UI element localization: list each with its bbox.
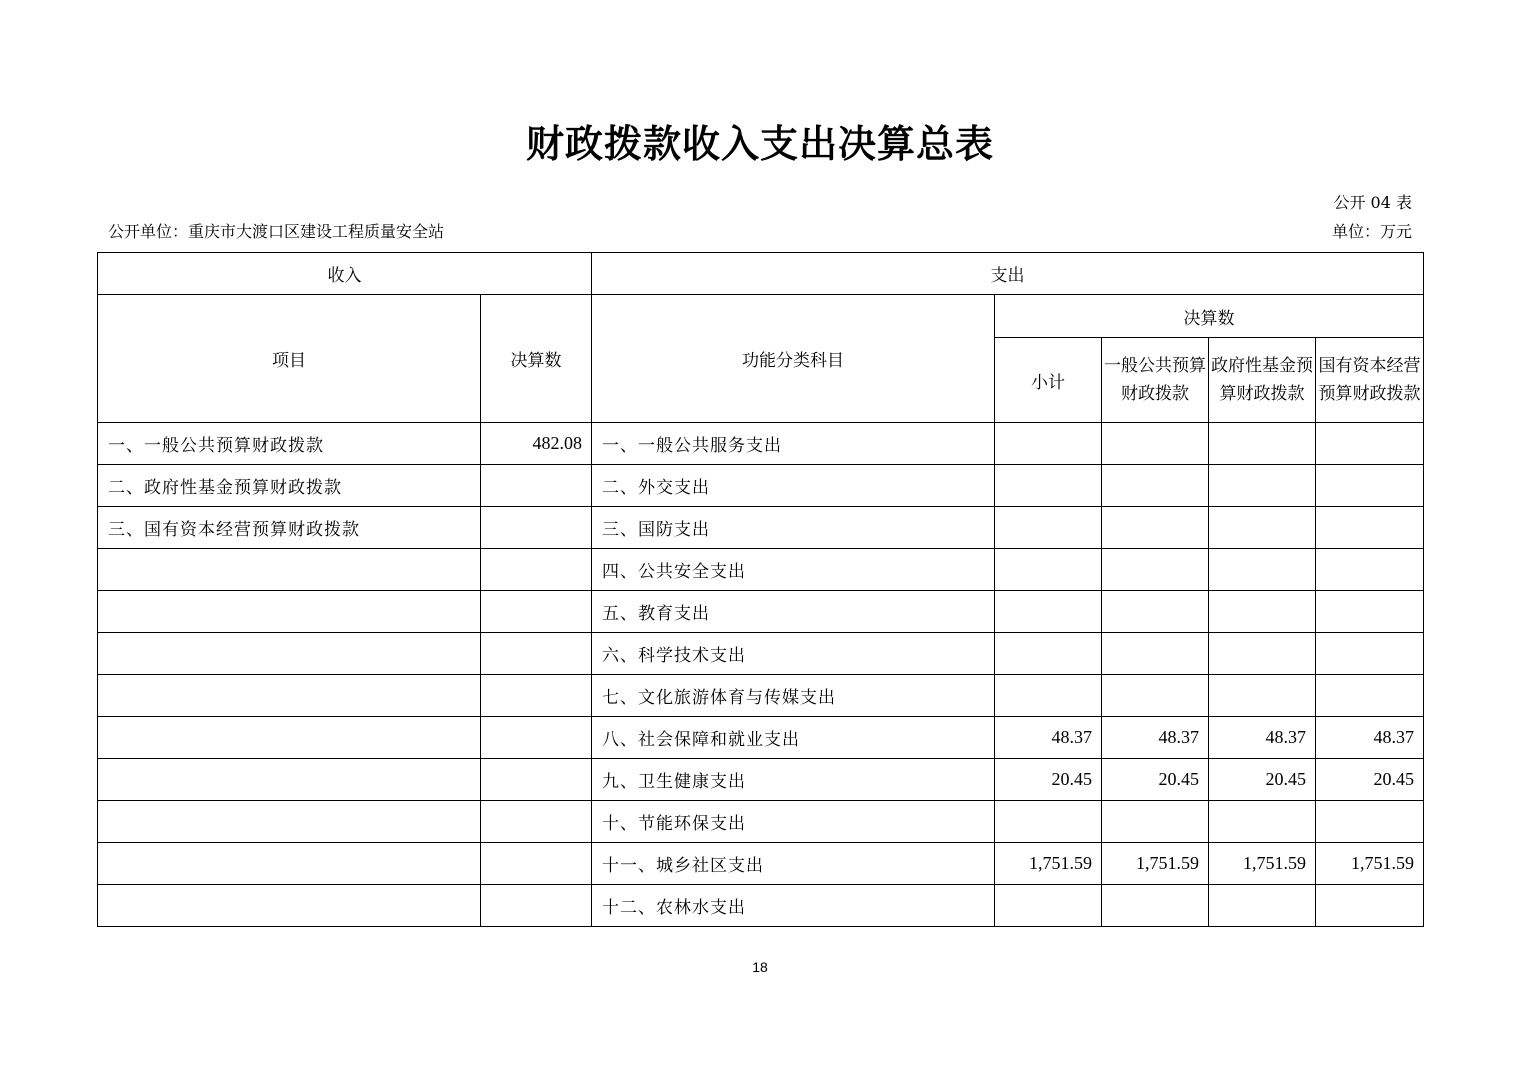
subtotal-cell (995, 423, 1102, 465)
general-budget-cell (1102, 885, 1209, 927)
settlement-header: 决算数 (995, 295, 1424, 338)
page-title: 财政拨款收入支出决算总表 (525, 122, 994, 166)
income-item-cell (98, 717, 481, 759)
income-amount-cell (481, 465, 592, 507)
general-budget-cell: 1,751.59 (1102, 843, 1209, 885)
expense-item-cell: 三、国防支出 (592, 507, 995, 549)
table-row (98, 717, 1424, 759)
expense-item-cell: 十一、城乡社区支出 (592, 843, 995, 885)
general-budget-cell (1102, 507, 1209, 549)
table-row (98, 423, 1424, 465)
table-row (98, 759, 1424, 801)
reporting-unit: 公开单位：重庆市大渡口区建设工程质量安全站 (108, 222, 445, 241)
subtotal-cell (995, 885, 1102, 927)
gov-fund-cell (1209, 633, 1316, 675)
subtotal-cell: 1,751.59 (995, 843, 1102, 885)
general-budget-cell (1102, 423, 1209, 465)
gov-fund-cell: 1,751.59 (1209, 843, 1316, 885)
subtotal-cell (995, 507, 1102, 549)
subtotal-cell (995, 591, 1102, 633)
table-row (98, 843, 1424, 885)
income-item-cell (98, 591, 481, 633)
function-subject-header: 功能分类科目 (592, 295, 995, 423)
item-header: 项目 (98, 295, 481, 423)
table-row (98, 507, 1424, 549)
gov-fund-cell (1209, 507, 1316, 549)
table-row (98, 633, 1424, 675)
state-capital-cell (1316, 801, 1424, 843)
income-amount-cell (481, 675, 592, 717)
gov-fund-cell (1209, 675, 1316, 717)
table-row (98, 885, 1424, 927)
income-amount-cell (481, 549, 592, 591)
currency-unit: 单位：万元 (1331, 222, 1412, 241)
income-item-cell (98, 843, 481, 885)
state-capital-cell (1316, 633, 1424, 675)
income-amount-header: 决算数 (481, 295, 592, 423)
income-amount-cell (481, 843, 592, 885)
table-row (98, 591, 1424, 633)
expense-item-cell: 七、文化旅游体育与传媒支出 (592, 675, 995, 717)
gov-fund-cell (1209, 423, 1316, 465)
general-budget-header: 一般公共预算财政拨款 (1102, 338, 1209, 423)
income-item-cell: 一、一般公共预算财政拨款 (98, 423, 481, 465)
income-amount-cell (481, 717, 592, 759)
expense-item-cell: 十、节能环保支出 (592, 801, 995, 843)
table-row (98, 465, 1424, 507)
budget-table (97, 252, 1424, 927)
table-row (98, 675, 1424, 717)
general-budget-cell (1102, 633, 1209, 675)
income-header: 收入 (98, 253, 592, 295)
form-number: 公开 04 表 (1333, 193, 1412, 212)
income-item-cell (98, 549, 481, 591)
expense-header: 支出 (592, 253, 1424, 295)
gov-fund-cell (1209, 591, 1316, 633)
income-item-cell (98, 801, 481, 843)
gov-fund-cell: 20.45 (1209, 759, 1316, 801)
income-item-cell (98, 633, 481, 675)
income-amount-cell (481, 801, 592, 843)
subtotal-header: 小计 (995, 338, 1102, 423)
income-amount-cell (481, 885, 592, 927)
income-item-cell (98, 675, 481, 717)
subtotal-cell (995, 549, 1102, 591)
general-budget-cell (1102, 591, 1209, 633)
state-capital-cell (1316, 507, 1424, 549)
state-capital-header: 国有资本经营预算财政拨款 (1316, 338, 1424, 423)
income-amount-cell (481, 507, 592, 549)
table-row (98, 549, 1424, 591)
state-capital-cell (1316, 675, 1424, 717)
general-budget-cell (1102, 675, 1209, 717)
gov-fund-header: 政府性基金预算财政拨款 (1209, 338, 1316, 423)
income-amount-cell: 482.08 (481, 423, 592, 465)
general-budget-cell (1102, 465, 1209, 507)
subtotal-cell: 48.37 (995, 717, 1102, 759)
income-item-cell: 二、政府性基金预算财政拨款 (98, 465, 481, 507)
gov-fund-cell (1209, 885, 1316, 927)
subtotal-cell (995, 633, 1102, 675)
income-amount-cell (481, 591, 592, 633)
table-row (98, 801, 1424, 843)
gov-fund-cell (1209, 549, 1316, 591)
state-capital-cell: 48.37 (1316, 717, 1424, 759)
subtotal-cell (995, 465, 1102, 507)
expense-item-cell: 六、科学技术支出 (592, 633, 995, 675)
general-budget-cell (1102, 801, 1209, 843)
page-number: 18 (752, 959, 768, 975)
state-capital-cell: 1,751.59 (1316, 843, 1424, 885)
income-item-cell (98, 885, 481, 927)
state-capital-cell (1316, 423, 1424, 465)
state-capital-cell (1316, 549, 1424, 591)
state-capital-cell (1316, 591, 1424, 633)
state-capital-cell (1316, 465, 1424, 507)
expense-item-cell: 一、一般公共服务支出 (592, 423, 995, 465)
expense-item-cell: 十二、农林水支出 (592, 885, 995, 927)
expense-item-cell: 二、外交支出 (592, 465, 995, 507)
state-capital-cell (1316, 885, 1424, 927)
income-amount-cell (481, 633, 592, 675)
income-item-cell: 三、国有资本经营预算财政拨款 (98, 507, 481, 549)
gov-fund-cell (1209, 801, 1316, 843)
income-amount-cell (481, 759, 592, 801)
general-budget-cell (1102, 549, 1209, 591)
gov-fund-cell: 48.37 (1209, 717, 1316, 759)
state-capital-cell: 20.45 (1316, 759, 1424, 801)
expense-item-cell: 八、社会保障和就业支出 (592, 717, 995, 759)
subtotal-cell (995, 675, 1102, 717)
general-budget-cell: 20.45 (1102, 759, 1209, 801)
gov-fund-cell (1209, 465, 1316, 507)
income-item-cell (98, 759, 481, 801)
general-budget-cell: 48.37 (1102, 717, 1209, 759)
expense-item-cell: 四、公共安全支出 (592, 549, 995, 591)
expense-item-cell: 五、教育支出 (592, 591, 995, 633)
subtotal-cell: 20.45 (995, 759, 1102, 801)
subtotal-cell (995, 801, 1102, 843)
expense-item-cell: 九、卫生健康支出 (592, 759, 995, 801)
